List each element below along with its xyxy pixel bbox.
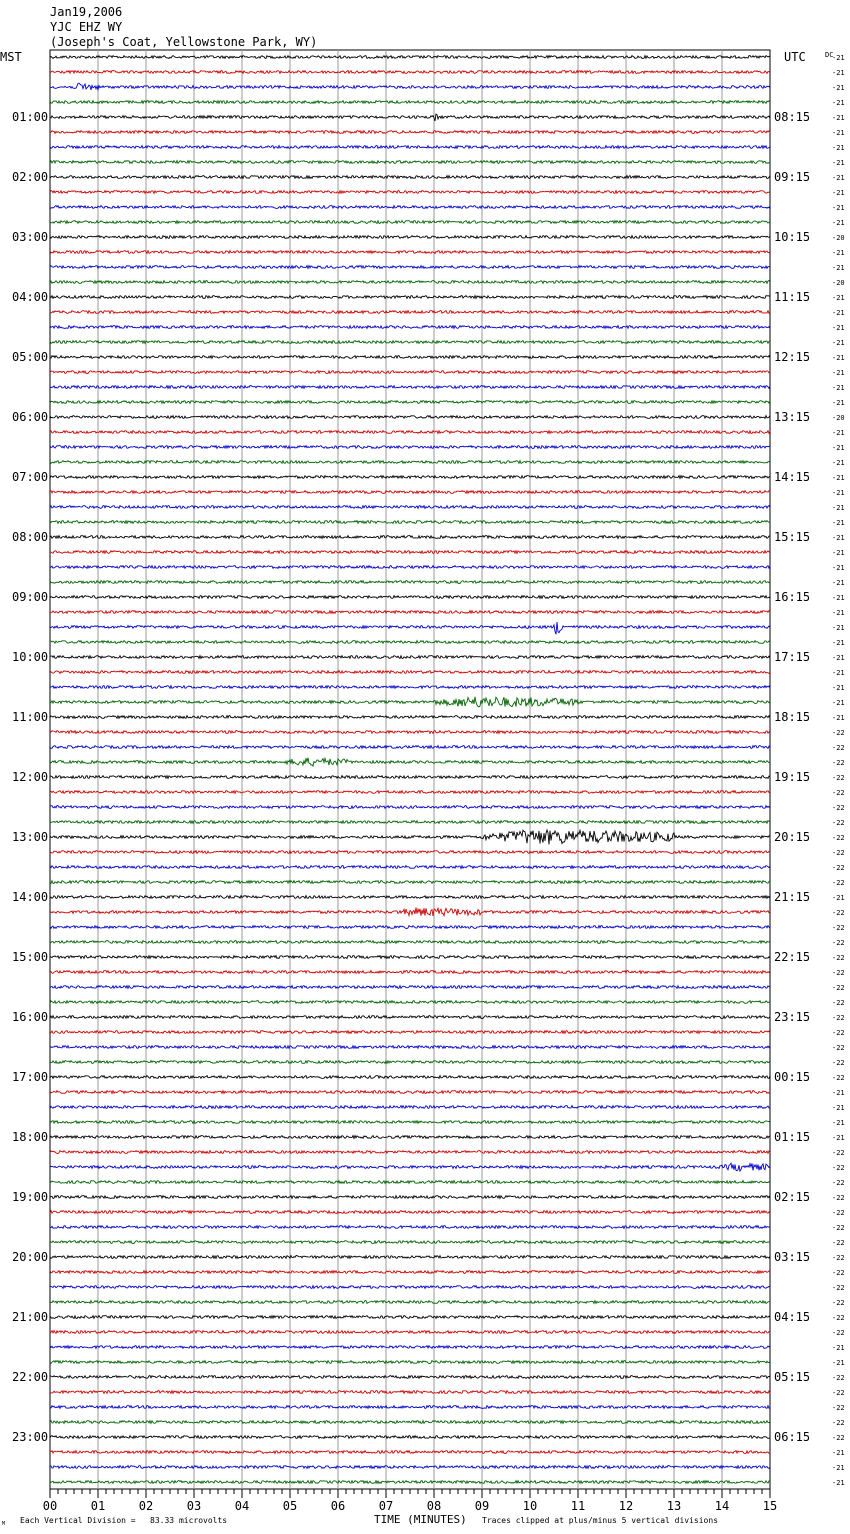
seismic-trace — [50, 206, 770, 209]
dc-offset-label: -21 — [832, 489, 845, 497]
left-timezone-label: MST — [0, 50, 22, 64]
mst-hour-label: 10:00 — [12, 650, 49, 664]
dc-offset-label: -20 — [832, 279, 845, 287]
seismic-trace — [50, 896, 770, 899]
dc-offset-label: -21 — [832, 1119, 845, 1127]
dc-offset-label: -21 — [832, 99, 845, 107]
scale-note: Each Vertical Division = 83.33 microvolts — [20, 1516, 228, 1525]
seismic-trace — [50, 446, 770, 449]
x-tick-label: 13 — [666, 1499, 682, 1513]
seismic-trace — [50, 746, 770, 749]
dc-offset-label: -22 — [832, 864, 845, 872]
utc-hour-label: 01:15 — [774, 1130, 811, 1144]
dc-offset-label: -22 — [832, 1044, 845, 1052]
seismic-trace — [50, 1361, 770, 1364]
dc-offset-label: -21 — [832, 609, 845, 617]
time-axis — [43, 1489, 777, 1513]
x-tick-label: 10 — [522, 1499, 538, 1513]
seismic-trace — [50, 1136, 770, 1139]
seismic-trace — [50, 371, 770, 374]
dc-offset-label: -22 — [832, 1374, 845, 1382]
dc-offset-label: -21 — [832, 669, 845, 677]
seismic-trace — [50, 941, 770, 944]
utc-hour-label: 23:15 — [774, 1010, 811, 1024]
x-tick-label: 15 — [762, 1499, 778, 1513]
dc-offset-label: -21 — [832, 684, 845, 692]
seismic-trace — [50, 416, 770, 419]
dc-offset-label: -21 — [832, 294, 845, 302]
dc-offset-label: -22 — [832, 1299, 845, 1307]
seismic-trace — [50, 656, 770, 659]
utc-hour-label: 03:15 — [774, 1250, 811, 1264]
utc-hour-label: 15:15 — [774, 530, 811, 544]
dc-offset-label: -22 — [832, 1269, 845, 1277]
dc-offset-label: -22 — [832, 1284, 845, 1292]
x-tick-label: 04 — [234, 1499, 250, 1513]
dc-offset-label: -22 — [832, 1164, 845, 1172]
utc-hour-label: 05:15 — [774, 1370, 811, 1384]
seismic-trace — [50, 176, 770, 179]
mst-hour-label: 15:00 — [12, 950, 49, 964]
seismic-trace — [50, 881, 770, 884]
seismic-trace — [50, 758, 770, 766]
x-tick-label: 00 — [42, 1499, 58, 1513]
mst-hour-label: 09:00 — [12, 590, 49, 604]
dc-offset-label: -22 — [832, 1389, 845, 1397]
dc-offset-label: -22 — [832, 1014, 845, 1022]
dc-offset-label: -21 — [832, 309, 845, 317]
seismic-trace — [50, 1481, 770, 1484]
seismic-trace — [50, 686, 770, 689]
dc-offset-label: -22 — [832, 939, 845, 947]
seismic-trace — [50, 1241, 770, 1244]
seismic-trace — [50, 56, 770, 59]
dc-offset-label: -20 — [832, 234, 845, 242]
dc-offset-label: -21 — [832, 459, 845, 467]
dc-offset-label: -21 — [832, 54, 845, 62]
mst-hour-label: 03:00 — [12, 230, 49, 244]
seismic-trace — [50, 476, 770, 479]
seismic-trace — [50, 71, 770, 74]
utc-hour-label: 22:15 — [774, 950, 811, 964]
station-title: YJC EHZ WY — [50, 20, 123, 34]
seismic-trace — [50, 1151, 770, 1154]
dc-offset-label: -21 — [832, 504, 845, 512]
dc-offset-label: -22 — [832, 819, 845, 827]
x-tick-label: 01 — [90, 1499, 106, 1513]
seismic-trace — [50, 731, 770, 734]
mst-hour-labels — [12, 110, 48, 1444]
seismic-trace — [50, 1346, 770, 1349]
seismic-trace — [50, 851, 770, 854]
seismic-trace — [50, 697, 770, 707]
mst-hour-label: 21:00 — [12, 1310, 49, 1324]
dc-offset-label: -21 — [832, 159, 845, 167]
seismic-trace — [50, 536, 770, 539]
dc-offset-label: -21 — [832, 69, 845, 77]
seismic-trace — [50, 491, 770, 494]
utc-hour-label: 06:15 — [774, 1430, 811, 1444]
dc-offset-label: -22 — [832, 804, 845, 812]
dc-offset-label: -21 — [832, 594, 845, 602]
dc-offset-label: -21 — [832, 1464, 845, 1472]
seismic-trace — [50, 1271, 770, 1274]
seismic-trace — [50, 671, 770, 674]
mst-hour-label: 18:00 — [12, 1130, 49, 1144]
utc-hour-label: 14:15 — [774, 470, 811, 484]
dc-offset-label: -21 — [832, 564, 845, 572]
dc-offset-label: -21 — [832, 264, 845, 272]
dc-offset-label: -22 — [832, 789, 845, 797]
dc-offset-label: -21 — [832, 1104, 845, 1112]
seismic-trace — [50, 611, 770, 614]
seismic-trace — [50, 821, 770, 824]
utc-hour-label: 19:15 — [774, 770, 811, 784]
seismic-trace — [50, 1421, 770, 1424]
seismic-trace — [50, 926, 770, 929]
dc-offset-label: -21 — [832, 249, 845, 257]
seismic-trace — [50, 1466, 770, 1469]
seismic-trace — [50, 114, 770, 121]
seismic-trace — [50, 1316, 770, 1319]
mst-hour-label: 05:00 — [12, 350, 49, 364]
seismic-trace — [50, 1001, 770, 1004]
seismic-trace — [50, 161, 770, 164]
seismic-trace — [50, 146, 770, 149]
utc-hour-label: 17:15 — [774, 650, 811, 664]
seismic-trace — [50, 641, 770, 644]
dc-offset-label: -22 — [832, 1209, 845, 1217]
dc-offset-label: -21 — [832, 399, 845, 407]
seismic-trace — [50, 806, 770, 809]
dc-offset-label: -22 — [832, 744, 845, 752]
dc-offset-label: -21 — [832, 534, 845, 542]
utc-hour-label: 09:15 — [774, 170, 811, 184]
seismic-trace — [50, 101, 770, 104]
location-title: (Joseph's Coat, Yellowstone Park, WY) — [50, 35, 318, 49]
seismic-trace — [50, 326, 770, 329]
dc-offset-label: -21 — [832, 204, 845, 212]
seismic-trace — [50, 1256, 770, 1259]
dc-offset-label: -22 — [832, 759, 845, 767]
dc-offset-label: -22 — [832, 729, 845, 737]
seismic-trace — [50, 1046, 770, 1049]
utc-hour-label: 11:15 — [774, 290, 811, 304]
dc-offset-label: -22 — [832, 909, 845, 917]
dc-offset-label: -22 — [832, 1314, 845, 1322]
dc-offset-label: -21 — [832, 654, 845, 662]
seismic-trace — [50, 716, 770, 719]
seismic-trace — [50, 281, 770, 284]
dc-offset-label: -21 — [832, 444, 845, 452]
dc-offset-label: -22 — [832, 1149, 845, 1157]
dc-offset-label: -21 — [832, 144, 845, 152]
seismic-trace — [50, 1406, 770, 1409]
seismic-trace — [50, 311, 770, 314]
seismic-trace — [50, 1211, 770, 1214]
seismic-trace — [50, 461, 770, 464]
seismic-trace — [50, 386, 770, 389]
dc-offset-label: -21 — [832, 519, 845, 527]
seismic-trace — [50, 1163, 770, 1171]
seismic-trace — [50, 266, 770, 269]
dc-offset-label: -21 — [832, 894, 845, 902]
dc-offset-label: -22 — [832, 1059, 845, 1067]
seismic-trace — [50, 401, 770, 404]
dc-offset-label: -22 — [832, 999, 845, 1007]
seismic-trace — [50, 191, 770, 194]
dc-offset-label: -22 — [832, 1419, 845, 1427]
seismic-trace — [50, 236, 770, 239]
dc-offset-label: -22 — [832, 834, 845, 842]
dc-offset-label: -21 — [832, 84, 845, 92]
mst-hour-label: 13:00 — [12, 830, 49, 844]
seismic-trace — [50, 791, 770, 794]
seismic-trace — [50, 251, 770, 254]
mst-hour-label: 16:00 — [12, 1010, 49, 1024]
mst-hour-label: 22:00 — [12, 1370, 49, 1384]
utc-hour-label: 10:15 — [774, 230, 811, 244]
seismic-trace — [50, 1076, 770, 1079]
seismic-trace — [50, 341, 770, 344]
dc-offset-labels — [832, 54, 845, 1487]
seismic-trace — [50, 907, 770, 916]
dc-offset-label: -22 — [832, 1179, 845, 1187]
right-timezone-label: UTC — [784, 50, 806, 64]
dc-offset-label: -22 — [832, 1254, 845, 1262]
x-axis-title: TIME (MINUTES) — [374, 1513, 467, 1526]
seismic-trace — [50, 506, 770, 509]
dc-offset-label: -21 — [832, 714, 845, 722]
dc-offset-label: -21 — [832, 174, 845, 182]
dc-offset-label: -22 — [832, 924, 845, 932]
x-tick-label: 14 — [714, 1499, 730, 1513]
seismic-trace — [50, 1286, 770, 1289]
seismic-trace — [50, 1091, 770, 1094]
dc-offset-label: -21 — [832, 1344, 845, 1352]
seismic-trace — [50, 581, 770, 584]
dc-offset-label: -22 — [832, 984, 845, 992]
dc-offset-label: -22 — [832, 1029, 845, 1037]
seismic-trace — [50, 521, 770, 524]
seismic-trace — [50, 131, 770, 134]
utc-hour-label: 08:15 — [774, 110, 811, 124]
dc-offset-label: -22 — [832, 774, 845, 782]
utc-hour-label: 12:15 — [774, 350, 811, 364]
dc-offset-label: -21 — [832, 1089, 845, 1097]
seismic-trace — [50, 1376, 770, 1379]
dc-offset-label: -21 — [832, 189, 845, 197]
seismic-trace — [50, 1031, 770, 1034]
dc-offset-label: -21 — [832, 369, 845, 377]
seismic-trace — [50, 1391, 770, 1394]
seismic-trace — [50, 1061, 770, 1064]
dc-offset-label: -22 — [832, 849, 845, 857]
mst-hour-label: 02:00 — [12, 170, 49, 184]
dc-offset-label: -22 — [832, 1074, 845, 1082]
seismic-trace — [50, 1301, 770, 1304]
seismic-trace — [50, 1331, 770, 1334]
seismic-trace — [50, 1181, 770, 1184]
dc-offset-label: -21 — [832, 429, 845, 437]
seismic-trace — [50, 83, 770, 90]
utc-hour-label: 04:15 — [774, 1310, 811, 1324]
mst-hour-label: 04:00 — [12, 290, 49, 304]
seismic-trace — [50, 596, 770, 599]
x-tick-label: 03 — [186, 1499, 202, 1513]
dc-offset-label: -22 — [832, 879, 845, 887]
utc-hour-labels — [774, 110, 810, 1444]
dc-offset-label: -21 — [832, 624, 845, 632]
utc-hour-label: 00:15 — [774, 1070, 811, 1084]
seismic-trace — [50, 986, 770, 989]
utc-hour-label: 13:15 — [774, 410, 811, 424]
dc-offset-header: DC — [825, 51, 834, 59]
x-tick-label: 02 — [138, 1499, 154, 1513]
dc-offset-label: -22 — [832, 1404, 845, 1412]
seismic-trace — [50, 221, 770, 224]
dc-offset-label: -21 — [832, 579, 845, 587]
utc-hour-label: 21:15 — [774, 890, 811, 904]
dc-offset-label: -21 — [832, 339, 845, 347]
seismic-trace — [50, 830, 770, 844]
x-tick-label: 07 — [378, 1499, 394, 1513]
dc-offset-label: -21 — [832, 324, 845, 332]
mst-hour-label: 01:00 — [12, 110, 49, 124]
x-tick-label: 06 — [330, 1499, 346, 1513]
seismic-trace — [50, 356, 770, 359]
mst-hour-label: 14:00 — [12, 890, 49, 904]
mst-hour-label: 08:00 — [12, 530, 49, 544]
dc-offset-label: -21 — [832, 549, 845, 557]
utc-hour-label: 18:15 — [774, 710, 811, 724]
seismic-trace — [50, 1226, 770, 1229]
seismic-trace — [50, 431, 770, 434]
dc-offset-label: -22 — [832, 1434, 845, 1442]
seismic-trace — [50, 776, 770, 779]
seismic-trace — [50, 622, 770, 634]
dc-offset-label: -22 — [832, 1194, 845, 1202]
mst-hour-label: 23:00 — [12, 1430, 49, 1444]
dc-offset-label: -21 — [832, 1449, 845, 1457]
dc-offset-label: -20 — [832, 414, 845, 422]
seismic-trace — [50, 551, 770, 554]
dc-offset-label: -22 — [832, 1239, 845, 1247]
x-tick-label: 09 — [474, 1499, 490, 1513]
dc-offset-label: -22 — [832, 1224, 845, 1232]
date-title: Jan19,2006 — [50, 5, 123, 19]
x-tick-label: 05 — [282, 1499, 298, 1513]
dc-offset-label: -21 — [832, 219, 845, 227]
mst-hour-label: 20:00 — [12, 1250, 49, 1264]
dc-offset-label: -21 — [832, 1134, 845, 1142]
utc-hour-label: 16:15 — [774, 590, 811, 604]
clip-note: Traces clipped at plus/minus 5 vertical divisions — [482, 1516, 719, 1525]
dc-offset-label: -22 — [832, 969, 845, 977]
dc-offset-label: -21 — [832, 384, 845, 392]
dc-offset-label: -21 — [832, 474, 845, 482]
x-tick-label: 08 — [426, 1499, 442, 1513]
seismic-trace — [50, 866, 770, 869]
dc-offset-label: -21 — [832, 129, 845, 137]
mst-hour-label: 12:00 — [12, 770, 49, 784]
mst-hour-label: 06:00 — [12, 410, 49, 424]
dc-offset-label: -21 — [832, 699, 845, 707]
dc-offset-label: -22 — [832, 1329, 845, 1337]
seismic-trace — [50, 1121, 770, 1124]
dc-offset-label: -21 — [832, 354, 845, 362]
mst-hour-label: 17:00 — [12, 1070, 49, 1084]
seismic-trace — [50, 956, 770, 959]
dc-offset-label: -22 — [832, 954, 845, 962]
seismic-trace — [50, 1196, 770, 1199]
mst-hour-label: 19:00 — [12, 1190, 49, 1204]
dc-offset-label: -21 — [832, 114, 845, 122]
utc-hour-label: 02:15 — [774, 1190, 811, 1204]
dc-offset-label: -21 — [832, 639, 845, 647]
seismic-trace — [50, 1451, 770, 1454]
dc-offset-label: -21 — [832, 1359, 845, 1367]
seismic-trace — [50, 1436, 770, 1439]
utc-hour-label: 20:15 — [774, 830, 811, 844]
seismic-trace — [50, 566, 770, 569]
corner-mark: M — [2, 1521, 6, 1527]
dc-offset-label: -21 — [832, 1479, 845, 1487]
mst-hour-label: 07:00 — [12, 470, 49, 484]
x-tick-label: 12 — [618, 1499, 634, 1513]
seismic-trace — [50, 971, 770, 974]
x-tick-label: 11 — [570, 1499, 586, 1513]
seismic-trace — [50, 1106, 770, 1109]
mst-hour-label: 11:00 — [12, 710, 49, 724]
seismic-trace — [50, 1016, 770, 1019]
trace-group — [50, 56, 770, 1484]
seismic-trace — [50, 296, 770, 299]
